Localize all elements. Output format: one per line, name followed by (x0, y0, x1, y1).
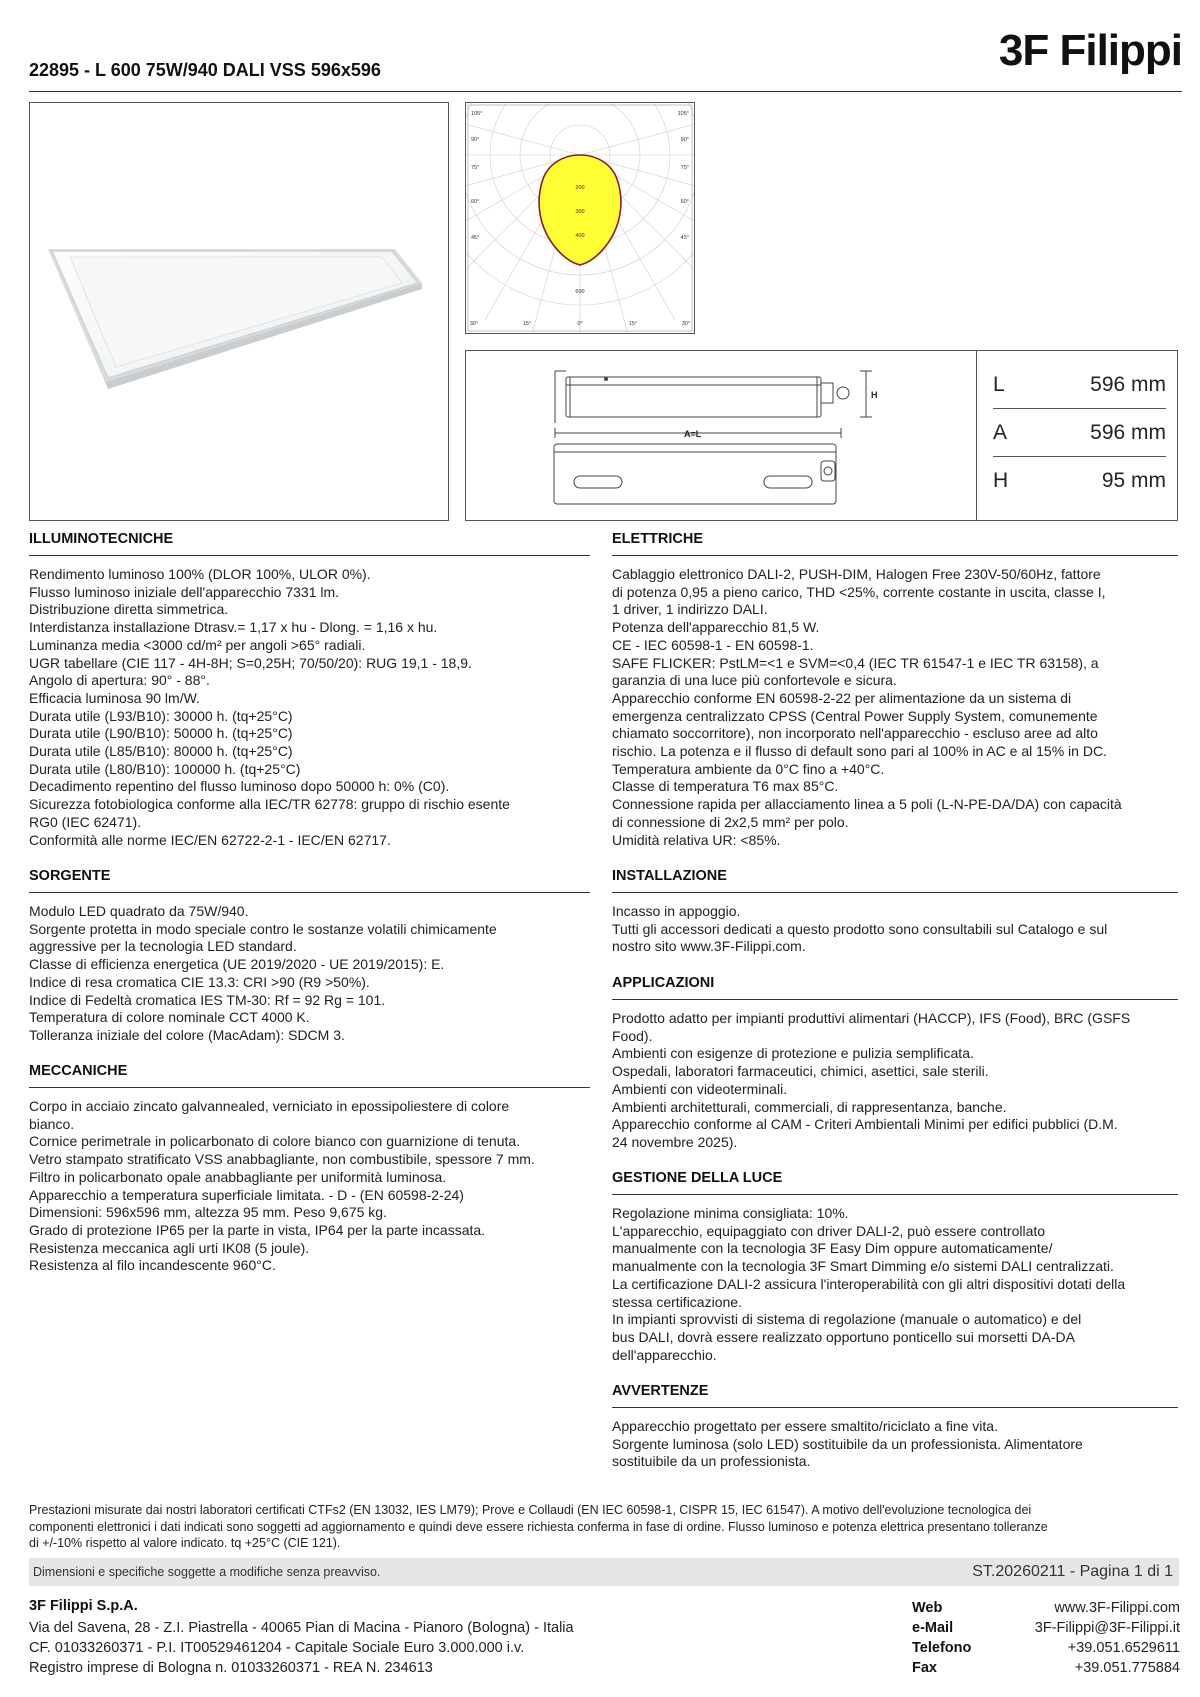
contact-phone (912, 1638, 1180, 1658)
disclaimer-line: Prestazioni misurate dai nostri laboratori certificati CTFs2 (EN 13032, IES LM79); Prove e Collaudi (EN IEC 60598-1, CISPR 15, IEC 61547). A motivo dell'evoluzione tecnologica dei (29, 1503, 1032, 1517)
section-installazione (612, 868, 1178, 956)
side-view-body (566, 377, 821, 417)
section-line: Rendimento luminoso 100% (DLOR 100%, ULOR 0%). (29, 566, 371, 582)
section-line: Ambienti con esigenze di protezione e pulizia semplificata. (612, 1045, 974, 1062)
web-link[interactable]: www.3F-Filippi.com (1054, 1600, 1180, 1616)
section-line: nostro sito www.3F-Filippi.com. (612, 938, 806, 955)
section-line: Tutti gli accessori dedicati a questo prodotto sono consultabili sul Catalogo e sul (612, 920, 1108, 937)
photometric-curve (466, 103, 694, 333)
polar-axis-label: 105° (677, 111, 689, 117)
company-address: Via del Savena, 28 - Z.I. Piastrella - 40065 Pian di Macina - Pianoro (Bologna) - Italia (29, 1620, 574, 1636)
contact-key: Fax (912, 1660, 937, 1676)
company-fiscal: CF. 01033260371 - P.I. IT00529461204 - Capitale Sociale Euro 3.000.000 i.v. (29, 1640, 525, 1656)
section-meccaniche (29, 1063, 590, 1275)
dimension-row-h (993, 457, 1166, 505)
section-sorgente (29, 868, 590, 1045)
section-line: emergenza centralizzato CPSS (Central Power Supply System, comunemente (612, 707, 1098, 724)
section-line: Sorgente protetta in modo speciale contro le sostanze volatili chimicamente (29, 920, 497, 937)
section-title: SORGENTE (29, 868, 590, 893)
section-line: Temperatura ambiente da 0°C fino a +40°C. (612, 760, 885, 777)
section-title: AVVERTENZE (612, 1383, 1178, 1408)
disclaimer-line: di +/-10% rispetto al valore indicato. tq +25°C (CIE 121). (29, 1536, 341, 1550)
dimension-row-l (993, 361, 1166, 409)
length-label: A=L (684, 429, 702, 439)
section-line: Modulo LED quadrato da 75W/940. (29, 903, 249, 919)
section-body (29, 566, 590, 849)
page-number: ST.20260211 - Pagina 1 di 1 (972, 1563, 1173, 1580)
modification-notice: Dimensioni e specifiche soggette a modifiche senza preavviso. (33, 1565, 381, 1579)
section-line: sostituibile da un professionista. (612, 1453, 811, 1470)
section-line: Resistenza al filo incandescente 960°C. (29, 1257, 276, 1274)
disclaimer-line: componenti elettronici i dati indicati sono soggetti ad aggiornamento e quindi deve essere richiesta conferma in fase di ordine. Flusso luminoso e potenza elettrica presentano tolleranze (29, 1519, 1048, 1534)
section-title: ELETTRICHE (612, 531, 1178, 556)
section-title: MECCANICHE (29, 1063, 590, 1088)
dimension-value: 95 mm (1101, 469, 1166, 492)
section-line: garanzia di una luce più confortevole e sicura. (612, 672, 897, 689)
section-line: Filtro in policarbonato opale anabbagliante per uniformità luminosa. (29, 1168, 447, 1185)
section-line: Incasso in appoggio. (612, 903, 741, 919)
section-line: Regolazione minima consigliata: 10%. (612, 1205, 849, 1221)
polar-axis-label: 45° (471, 235, 480, 241)
section-line: Prodotto adatto per impianti produttivi alimentari (HACCP), IFS (Food), BRC (GSFS (612, 1010, 1131, 1026)
section-line: stessa certificazione. (612, 1293, 742, 1310)
dimensions-table (976, 351, 1178, 520)
section-line: In impianti sprovvisti di sistema di regolazione (manuale o automatico) e del (612, 1311, 1082, 1328)
polar-axis-label: 60° (680, 199, 689, 205)
led-panel-illustration (30, 103, 448, 520)
top-view-body (554, 444, 836, 504)
section-line: Vetro stampato stratificato VSS anabbagliante, non combustibile, spessore 7 mm. (29, 1151, 535, 1168)
dimension-key: H (993, 469, 1009, 492)
section-body (29, 903, 590, 1045)
section-line: RG0 (IEC 62471). (29, 813, 142, 830)
section-line: 24 novembre 2025). (612, 1133, 738, 1150)
section-line: Durata utile (L90/B10): 50000 h. (tq+25°C) (29, 725, 293, 742)
section-body (612, 903, 1178, 956)
section-line: dell'apparecchio. (612, 1346, 717, 1363)
revision-bar (29, 1558, 1179, 1586)
polar-axis-label: 60° (471, 199, 480, 205)
section-line: Classe di temperatura T6 max 85°C. (612, 778, 839, 795)
section-line: di connessione di 2x2,5 mm² per polo. (612, 813, 849, 830)
section-line: Sorgente luminosa (solo LED) sostituibile da un professionista. Alimentatore (612, 1435, 1083, 1452)
section-line: Resistenza meccanica agli urti IK08 (5 joule). (29, 1239, 310, 1256)
contact-key: e-Mail (912, 1620, 954, 1636)
dimension-key: A (993, 420, 1008, 444)
section-title: INSTALLAZIONE (612, 868, 1178, 893)
polar-axis-label: 400 (575, 233, 585, 239)
section-line: Ambienti architetturali, commerciali, di rappresentanza, banche. (612, 1098, 1007, 1115)
contact-key: Telefono (912, 1640, 972, 1656)
product-title: 22895 - L 600 75W/940 DALI VSS 596x596 (29, 60, 381, 80)
section-line: Conformità alle norme IEC/EN 62722-2-1 - IEC/EN 62717. (29, 831, 391, 848)
polar-axis-label: 15° (522, 321, 532, 327)
technical-drawing (466, 351, 974, 520)
section-line: Indice di resa cromatica CIE 13.3: CRI >90 (R9 >50%). (29, 973, 370, 990)
section-line: rischio. La potenza e il flusso di default sono pari al 100% in AC e al 15% in DC. (612, 743, 1107, 760)
section-line: Apparecchio progettato per essere smaltito/riciclato a fine vita. (612, 1418, 998, 1434)
section-line: chiamato soccorritore), non incorporato nell'apparecchio - escluso aree ad alto (612, 725, 1098, 742)
section-applicazioni (612, 975, 1178, 1152)
section-line: Angolo di apertura: 90° - 88°. (29, 672, 210, 689)
dimension-row-a (993, 409, 1166, 457)
section-line: Connessione rapida per allacciamento linea a 5 poli (L-N-PE-DA/DA) con capacità (612, 796, 1122, 813)
section-illuminotecniche (29, 531, 590, 849)
section-line: Apparecchio conforme al CAM - Criteri Ambientali Minimi per edifici pubblici (D.M. (612, 1116, 1118, 1133)
section-line: Apparecchio conforme EN 60598-2-22 per alimentazione da un sistema di (612, 689, 1072, 706)
section-line: Dimensioni: 596x596 mm, altezza 95 mm. Peso 9,675 kg. (29, 1204, 387, 1221)
dimension-value: 596 mm (1090, 420, 1166, 444)
section-line: Temperatura di colore nominale CCT 4000 K. (29, 1009, 310, 1026)
section-gestione-luce (612, 1170, 1178, 1364)
section-line: Ambienti con videoterminali. (612, 1080, 788, 1097)
section-line: Classe di efficienza energetica (UE 2019/2020 - UE 2019/2015): E. (29, 956, 445, 973)
section-body (612, 1418, 1178, 1471)
section-body (612, 566, 1178, 849)
brand-logo: 3F Filippi (998, 26, 1182, 75)
section-line: bus DALI, dovrà essere realizzato opportuno ponticello sui morsetti DA-DA (612, 1328, 1075, 1345)
section-line: Sicurezza fotobiologica conforme alla IEC/TR 62778: gruppo di rischio esente (29, 796, 510, 813)
section-line: Indice di Fedeltà cromatica IES TM-30: Rf = 92 Rg = 101. (29, 991, 386, 1008)
polar-axis-label: 45° (680, 235, 689, 241)
contact-web (912, 1598, 1180, 1618)
section-body (612, 1010, 1178, 1152)
section-line: Luminanza media <3000 cd/m² per angoli >65° radiali. (29, 636, 366, 653)
polar-axis-label: 15° (628, 321, 638, 327)
company-registry: Registro imprese di Bologna n. 01033260371 - REA N. 234613 (29, 1660, 433, 1676)
section-line: 1 driver, 1 indirizzo DALI. (612, 601, 768, 618)
test-disclaimer (29, 1502, 1179, 1552)
polar-axis-label: 75° (680, 165, 689, 171)
section-line: Durata utile (L80/B10): 100000 h. (tq+25°C) (29, 760, 301, 777)
section-line: Potenza dell'apparecchio 81,5 W. (612, 619, 820, 636)
polar-axis-label: 30° (681, 321, 691, 327)
section-line: Distribuzione diretta simmetrica. (29, 601, 229, 618)
company-name: 3F Filippi S.p.A. (29, 1598, 138, 1614)
section-line: SAFE FLICKER: PstLM=<1 e SVM=<0,4 (IEC TR 61547-1 e IEC TR 63158), a (612, 654, 1099, 671)
phone-value: +39.051.6529611 (1067, 1640, 1180, 1656)
section-line: UGR tabellare (CIE 117 - 4H-8H; S=0,25H; 70/50/20): RUG 19,1 - 18,9. (29, 654, 472, 671)
section-line: Grado di protezione IP65 per la parte in vista, IP64 per la parte incassata. (29, 1221, 486, 1238)
section-line: manualmente con la tecnologia 3F Smart Dimming e/o sistemi DALI centralizzati. (612, 1258, 1114, 1275)
section-line: aggressive per la tecnologia LED standard. (29, 938, 297, 955)
section-line: Flusso luminoso iniziale dell'apparecchio 7331 lm. (29, 583, 340, 600)
polar-axis-label: 90° (680, 137, 689, 143)
product-image (29, 102, 449, 521)
email-link[interactable]: 3F-Filippi@3F-Filippi.it (1034, 1620, 1180, 1636)
contact-key: Web (912, 1600, 943, 1616)
section-line: La certificazione DALI-2 assicura l'interoperabilità con gli altri dispositivi dotati della (612, 1275, 1126, 1292)
section-title: ILLUMINOTECNICHE (29, 531, 590, 556)
section-line: Durata utile (L85/B10): 80000 h. (tq+25°C) (29, 743, 293, 760)
section-line: Apparecchio a temperatura superficiale limitata. - D - (EN 60598-2-24) (29, 1186, 464, 1203)
section-line: L'apparecchio, equipaggiato con driver DALI-2, può essere controllato (612, 1222, 1046, 1239)
section-line: Ospedali, laboratori farmaceutici, chimici, asettici, sale sterili. (612, 1063, 989, 1080)
polar-axis-label: 300 (575, 209, 585, 215)
polar-axis-label: 600 (575, 289, 585, 295)
section-line: Food). (612, 1027, 653, 1044)
section-line: Decadimento repentino del flusso luminoso dopo 50000 h: 0% (C0). (29, 778, 450, 795)
polar-axis-label: 0° (577, 321, 583, 327)
section-line: CE - IEC 60598-1 - EN 60598-1. (612, 636, 814, 653)
section-line: Cornice perimetrale in policarbonato di colore bianco con guarnizione di tenuta. (29, 1133, 521, 1150)
section-body (612, 1205, 1178, 1364)
section-line: Durata utile (L93/B10): 30000 h. (tq+25°C) (29, 707, 293, 724)
section-line: Interdistanza installazione Dtrasv.= 1,17 x hu - Dlong. = 1,16 x hu. (29, 619, 438, 636)
contact-fax (912, 1658, 1180, 1678)
section-title: GESTIONE DELLA LUCE (612, 1170, 1178, 1195)
dimension-panel (465, 350, 1178, 521)
section-line: di potenza 0,95 a pieno carico, THD <25%, corrente costante in uscita, classe I, (612, 583, 1106, 600)
height-label: H (871, 390, 878, 400)
section-line: Efficacia luminosa 90 lm/W. (29, 689, 200, 706)
dimension-key: L (993, 372, 1005, 396)
company-footer (29, 1598, 1179, 1678)
section-line: bianco. (29, 1115, 75, 1132)
section-line: manualmente con la tecnologia 3F Easy Dim oppure automaticamente/ (612, 1240, 1053, 1257)
contact-list (912, 1598, 1180, 1678)
dimension-value: 596 mm (1090, 372, 1166, 396)
section-line: Tolleranza iniziale del colore (MacAdam): SDCM 3. (29, 1026, 345, 1043)
section-avvertenze (612, 1383, 1178, 1471)
fax-value: +39.051.775884 (1074, 1660, 1180, 1676)
section-elettriche (612, 531, 1178, 849)
polar-axis-label: 105° (471, 111, 483, 117)
polar-diagram (465, 102, 695, 334)
polar-axis-label: 90° (471, 137, 480, 143)
section-body (29, 1098, 590, 1275)
page-header (29, 22, 1182, 92)
polar-axis-label: 75° (471, 165, 480, 171)
polar-axis-label: 30° (469, 321, 479, 327)
contact-email (912, 1618, 1180, 1638)
section-title: APPLICAZIONI (612, 975, 1178, 1000)
section-line: Cablaggio elettronico DALI-2, PUSH-DIM, Halogen Free 230V-50/60Hz, fattore (612, 566, 1101, 582)
section-line: Corpo in acciaio zincato galvannealed, verniciato in epossipoliestere di colore (29, 1098, 510, 1114)
polar-axis-label: 200 (575, 185, 585, 191)
section-line: Umidità relativa UR: <85%. (612, 831, 781, 848)
